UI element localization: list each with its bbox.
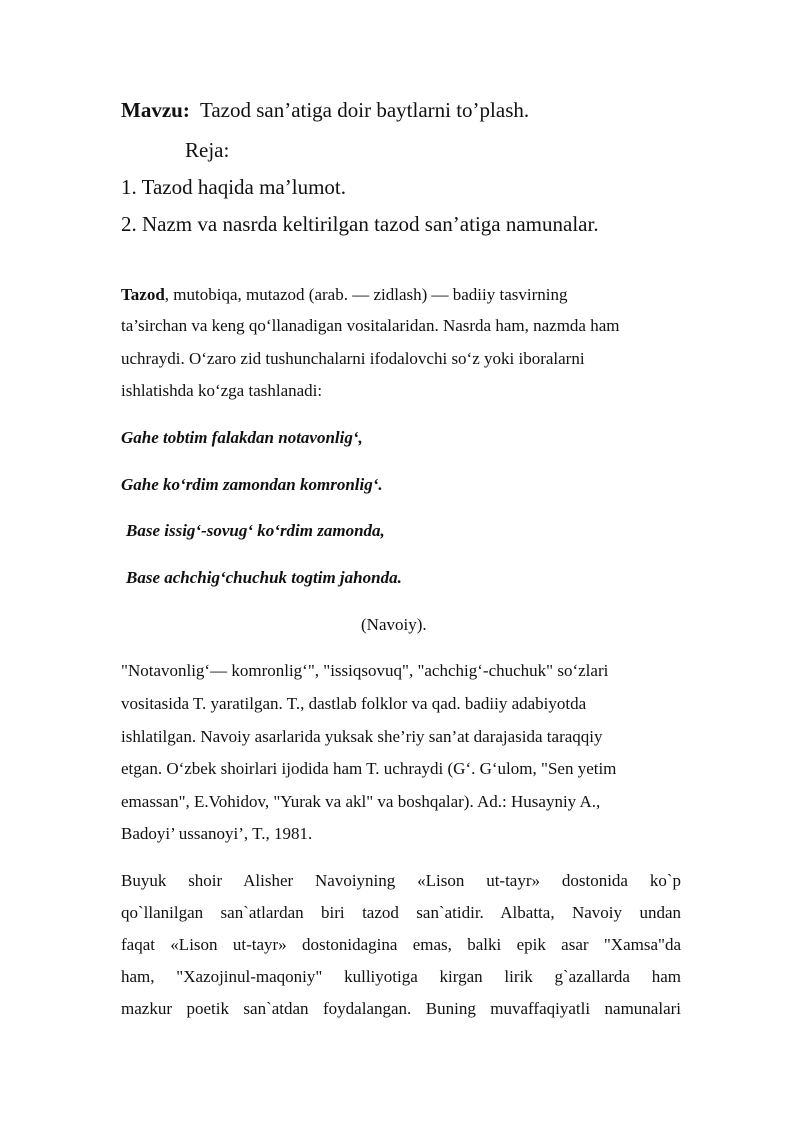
poem-line-3: Base issig‘-sovug‘ ko‘rdim zamonda, xyxy=(126,521,385,540)
intro-line-1: Tazod, mutobiqa, mutazod (arab. — zidlash) — badiiy tasvirning xyxy=(121,285,568,304)
para2-line-3: ishlatilgan. Navoiy asarlarida yuksak she’riy san’at darajasida taraqqiy xyxy=(121,727,603,746)
poem-author: (Navoiy). xyxy=(361,615,427,634)
paragraph-3 xyxy=(121,870,681,1020)
para2-line-1: "Notavonlig‘— komronlig‘", "issiqsovuq", "achchig‘-chuchuk" so‘zlari xyxy=(121,661,609,680)
para2-line-2: vositasida T. yaratilgan. T., dastlab folklor va qad. badiiy adabiyotda xyxy=(121,694,587,713)
para3-line-4: ham, "Xazojinul-maqoniy" kulliyotiga kirgan lirik g`azallarda ham xyxy=(121,967,681,986)
intro-line-4: ishlatishda ko‘zga tashlanadi: xyxy=(121,381,323,400)
para2-line-5: emassan", E.Vohidov, "Yurak va akl" va boshqalar). Ad.: Husayniy A., xyxy=(121,792,601,811)
topic-label: Mavzu: xyxy=(121,98,190,122)
para3-line-1: Buyuk shoir Alisher Navoiyning «Lison ut-tayr» dostonida ko`p xyxy=(121,871,681,890)
poem-line-4: Base achchig‘chuchuk togtim jahonda. xyxy=(126,568,402,587)
topic-line xyxy=(121,97,529,123)
plan-item-2: 2. Nazm va nasrda keltirilgan tazod san’atiga namunalar. xyxy=(121,212,599,236)
para3-line-3: faqat «Lison ut-tayr» dostonidagina emas, balki epik asar "Xamsa"da xyxy=(121,935,681,954)
poem-line-2: Gahe ko‘rdim zamondan komronlig‘. xyxy=(121,475,383,494)
poem-line-1: Gahe tobtim falakdan notavonlig‘, xyxy=(121,428,363,447)
intro-term: Tazod xyxy=(121,285,165,304)
intro-line-2: ta’sirchan va keng qo‘llanadigan vositalaridan. Nasrda ham, nazmda ham xyxy=(121,316,620,335)
intro-line-3: uchraydi. O‘zaro zid tushunchalarni ifodalovchi so‘z yoki iboralarni xyxy=(121,349,585,368)
para3-line-5: mazkur poetik san`atdan foydalangan. Buning muvaffaqiyatli namunalari xyxy=(121,999,681,1018)
para3-line-2: qo`llanilgan san`atlardan biri tazod san`atidir. Albatta, Navoiy undan xyxy=(121,903,681,922)
para2-line-6: Badoyi’ ussanoyi’, T., 1981. xyxy=(121,824,313,843)
topic-text: Tazod san’atiga doir baytlarni to’plash. xyxy=(199,98,530,122)
plan-label: Reja: xyxy=(185,138,230,162)
plan-item-1: 1. Tazod haqida ma’lumot. xyxy=(121,175,347,199)
para2-line-4: etgan. O‘zbek shoirlari ijodida ham T. uchraydi (G‘. G‘ulom, "Sen yetim xyxy=(121,759,617,778)
